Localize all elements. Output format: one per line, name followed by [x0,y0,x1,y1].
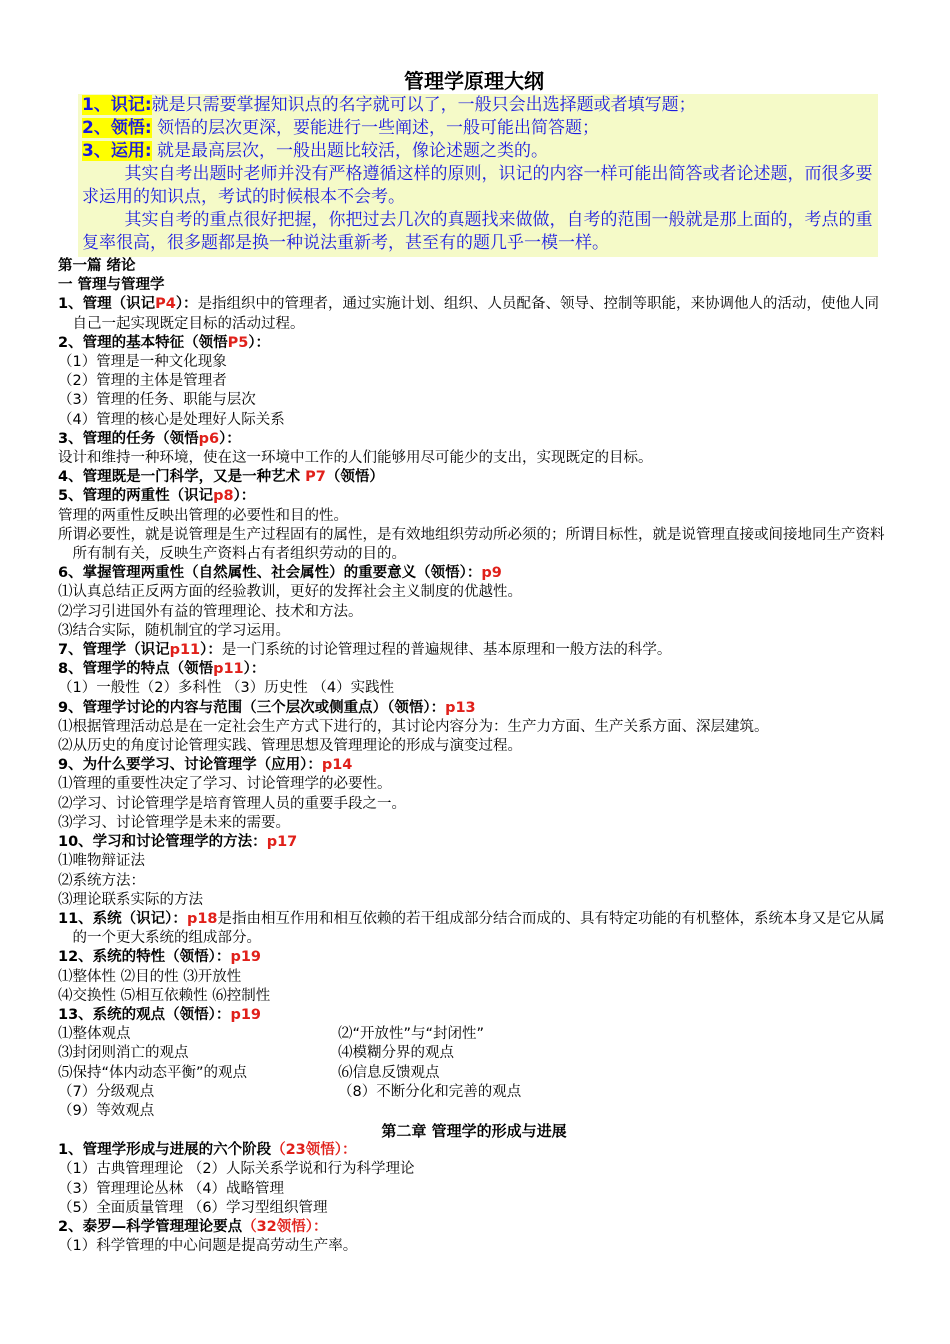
intro-tag: 3、运用: [82,141,152,161]
list-item: ⑴整体观点 [58,1026,131,1043]
q-head: 7、管理学（识记 [58,642,170,659]
q-head: 12、系统的特性（领悟）： [58,949,231,966]
q-head: 2、管理的基本特征（领悟 [58,334,228,351]
list-item: ⑴根据管理活动总是在一定社会生产方式下进行的，其讨论内容分为：生产力方面、生产关系方面、深层建筑。 [58,718,769,735]
list-item: ⑴认真总结正反两方面的经验教训，更好的发挥社会主义制度的优越性。 [58,584,522,601]
document-page [58,68,890,1256]
q-head: 1、管理（识记 [58,296,156,313]
q-text: 是指由相互作用和相互依赖的若干组成部分结合而成的、具有特定功能的有机整体，系统本身又是它从属的一个更大系统的组成部分。 [72,910,885,947]
list-item: ⑵学习引进国外有益的管理理论、技术和方法。 [58,603,363,620]
ch2-q1-head [58,1141,890,1160]
list-item: （3）管理理论丛林 （4）战略管理 [58,1180,285,1197]
q-head-end: （领悟） [325,469,384,486]
list-item: ⑵从历史的角度讨论管理实践、管理思想及管理理论的形成与演变过程。 [58,738,522,755]
page-ref: p18 [186,910,218,927]
page-ref: p6 [198,430,220,447]
list-item: （1）古典管理理论 （2）人际关系学说和行为科学理论 [58,1161,415,1178]
q6-head [58,564,890,583]
q-head: 8、管理学的特点（领悟 [58,661,214,678]
list-item: （9）等效观点 [58,1102,155,1119]
list-item: ⑶学习、讨论管理学是未来的需要。 [58,814,290,831]
q9b-head [58,756,890,775]
page-ref: p8 [213,488,234,505]
q2-head [58,334,890,353]
list-item: （2）管理的主体是管理者 [58,373,227,390]
q-head-end: ）： [175,296,198,313]
q-head: 10、学习和讨论管理学的方法： [58,834,267,851]
list-item: ⑵系统方法： [58,872,145,889]
two-col-row [58,1025,890,1044]
q-head-end: ）： [243,661,266,678]
q7 [58,641,890,660]
q3-head [58,430,890,449]
page-ref: p19 [230,1006,261,1023]
intro-text: 就是最高层次，一般出题比较活，像论述题之类的。 [151,141,549,161]
q13-head [58,1006,890,1025]
list-item: ⑷交换性 ⑸相互依赖性 ⑹控制性 [58,987,271,1004]
list-item: （8）不断分化和完善的观点 [338,1083,522,1100]
intro-item [82,140,874,163]
page-ref: p19 [230,949,261,966]
intro-paragraph: 其实自考的重点很好把握，你把过去几次的真题找来做做，自考的范围一般就是那上面的，考点的重复率很高，很多题都是换一种说法重新考，甚至有的题几乎一模一样。 [82,210,873,253]
q-head: 2、泰罗—科学管理理论要点 [58,1218,243,1235]
q4-head [58,468,890,487]
page-ref: p14 [321,757,353,774]
list-item: ⑸保持“体内动态平衡”的观点 [58,1064,248,1081]
q-text: 是指组织中的管理者，通过实施计划、组织、人员配备、领导、控制等职能，来协调他人的活动，使他人同自己一起实现既定目标的活动过程。 [72,296,880,332]
document-title: 管理学原理大纲 [404,69,544,93]
q-head-end: ）： [219,430,241,447]
intro-item [82,94,874,117]
list-item: ⑵学习、讨论管理学是培育管理人员的重要手段之一。 [58,795,406,812]
q-head-end: ）： [233,488,256,505]
q11-system [58,910,890,948]
q-head: 9、管理学讨论的内容与范围（三个层次或侧重点）（领悟）： [58,699,446,716]
q-head: 6、掌握管理两重性（自然属性、社会属性）的重要意义（领悟）： [58,565,482,582]
list-item: ⑴管理的重要性决定了学习、讨论管理学的必要性。 [58,776,392,793]
q-head: 11、系统（识记）： [58,910,187,927]
intro-box [78,94,878,257]
q-text: 管理的两重性反映出管理的必要性和目的性。 [58,507,348,524]
intro-text: 就是只需要掌握知识点的名字就可以了，一般只会出选择题或者填写题； [151,95,696,115]
page-ref: p11 [169,642,201,659]
two-col-row [58,1102,890,1121]
page-ref: p11 [213,661,244,678]
page-ref: p13 [445,699,476,716]
list-item: （3）管理的任务、职能与层次 [58,392,256,409]
q1-management [58,295,890,333]
page-ref: P7 [305,469,326,486]
q-text: 是一门系统的讨论管理过程的普遍规律、基本原理和一般方法的科学。 [221,642,672,659]
list-item: （5）全面质量管理 （6）学习型组织管理 [58,1199,328,1216]
list-item: ⑹信息反馈观点 [338,1064,440,1081]
list-item: ⑶封闭则消亡的观点 [58,1045,189,1062]
q-text: 设计和维持一种环境，使在这一环境中工作的人们能够用尽可能少的支出，实现既定的目标。 [58,450,653,467]
intro-item [82,117,874,140]
two-col-row [58,1083,890,1102]
chapter-title: 第二章 管理学的形成与进展 [381,1122,567,1141]
intro-text: 领悟的层次更深，要能进行一些阐述，一般可能出简答题； [151,118,600,138]
list-item: ⑴整体性 ⑵目的性 ⑶开放性 [58,968,242,985]
q5-head [58,487,890,506]
q-head: 3、管理的任务（领悟 [58,430,199,447]
q10-head [58,833,890,852]
two-col-row [58,1064,890,1083]
page-ref: （32领悟）： [242,1218,328,1235]
intro-paragraph: 其实自考出题时老师并没有严格遵循这样的原则，识记的内容一样可能出简答或者论述题，而很多要求运用的知识点，考试的时候根本不会考。 [82,164,873,207]
list-item: ⑶理论联系实际的方法 [58,891,203,908]
intro-tag: 1、识记: [82,95,152,115]
q-text: 所谓必要性，就是说管理是生产过程固有的属性，是有效地组织劳动所必须的；所谓目标性，就是说管理直接或间接地同生产资料所有制有关，反映生产资料占有者组织劳动的目的。 [58,526,885,563]
q-head-end: ）： [200,642,222,659]
list-item: ⑴唯物辩证法 [58,853,145,870]
ch2-q2-head [58,1218,890,1237]
list-item: ⑷模糊分界的观点 [338,1045,454,1062]
two-col-row [58,1044,890,1063]
list-item: ⑶结合实际，随机制宜的学习运用。 [58,622,290,639]
page-ref: P5 [227,334,249,351]
q-head: 1、管理学形成与进展的六个阶段 [58,1142,272,1159]
page-ref: P4 [155,296,176,313]
page-ref: p17 [266,834,298,851]
list-item: （7）分级观点 [58,1083,155,1100]
list-item: （1）科学管理的中心问题是提高劳动生产率。 [58,1238,358,1255]
q12-head [58,948,890,967]
list-item: （1）管理是一种文化现象 [58,354,227,371]
list-item: （1）一般性（2）多科性 （3）历史性 （4）实践性 [58,680,395,697]
section-title: 一 管理与管理学 [58,277,165,294]
q9-head [58,699,890,718]
list-item: （4）管理的核心是处理好人际关系 [58,411,285,428]
q-head: 9、为什么要学习、讨论管理学（应用）： [58,757,322,774]
part-title: 第一篇 绪论 [58,258,136,274]
intro-tag: 2、领悟: [82,118,152,138]
q-head: 5、管理的两重性（识记 [58,488,214,505]
page-ref: p9 [481,565,502,582]
q-head: 13、系统的观点（领悟）： [58,1006,231,1023]
page-ref: （23领悟）： [271,1142,357,1159]
q-head-end: ）： [248,334,271,351]
list-item: ⑵“开放性”与“封闭性” [338,1026,485,1043]
q-head: 4、管理既是一门科学，又是一种艺术 [58,469,306,486]
q8-head [58,660,890,679]
